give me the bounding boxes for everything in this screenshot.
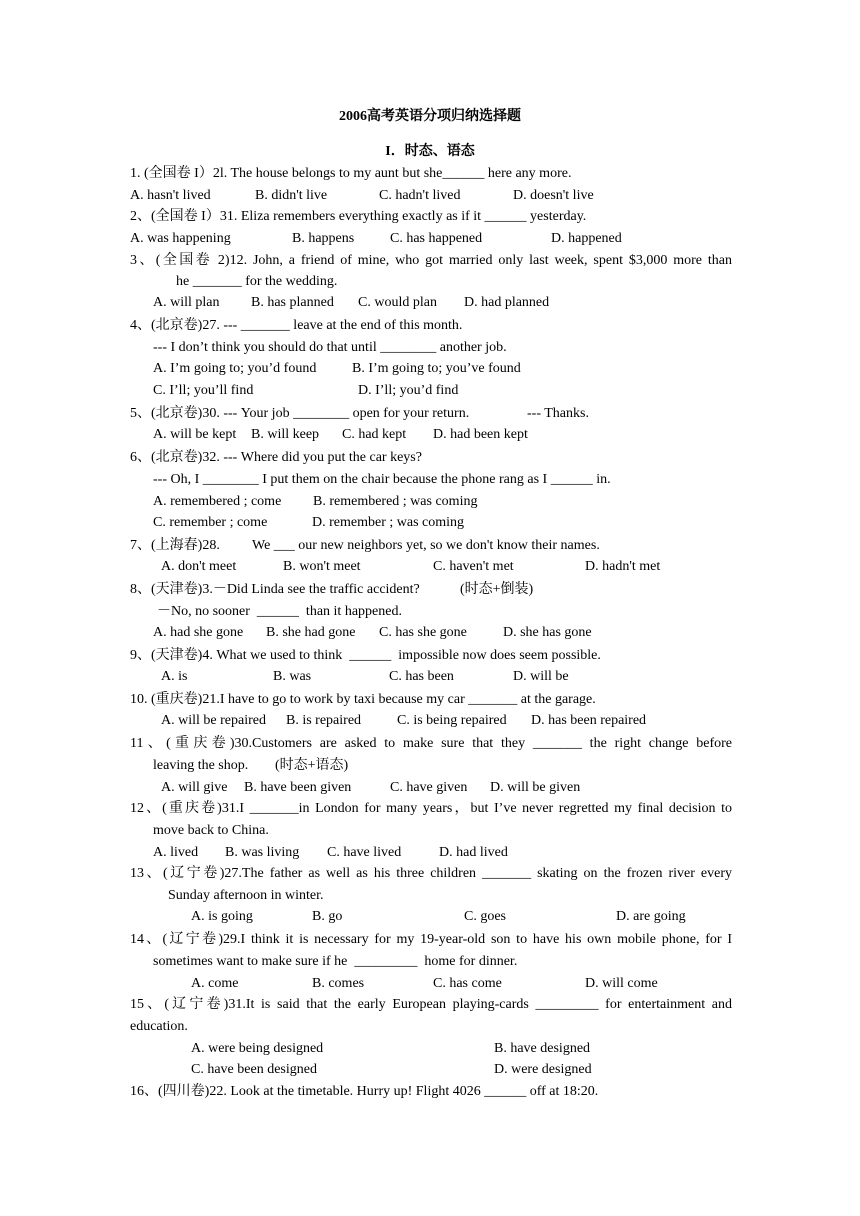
question-2-option-a: A. was happening [130,231,231,246]
question-4-option-a: A. I’m going to; you’d found [153,361,317,376]
question-8-stem-line-2: －No, no sooner ______ than it happened. [157,604,402,619]
question-1-option-d: D. doesn't live [513,188,594,203]
question-5-option-c: C. had kept [342,427,407,442]
question-9-stem: 9、(天津卷)4. What we used to think ______ impossible now does seem possible. [130,648,601,663]
question-3-option-c: C. would plan [358,295,437,310]
question-3-stem-line-1: 3、(全国卷 2)12. John, a friend of mine, who got married only last week, spent $3,000 more than [130,253,732,268]
question-10-stem: 10. (重庆卷)21.I have to go to work by taxi because my car _______ at the garage. [130,692,596,707]
question-5-stem: 5、(北京卷)30. --- Your job ________ open for your return. [130,406,470,421]
question-3-option-a: A. will plan [153,295,220,310]
question-14-option-a: A. come [191,976,239,991]
question-7-number: 7、(上海春)28. [130,538,220,553]
question-12-option-b: B. was living [225,845,300,860]
question-6-option-b: B. remembered ; was coming [313,494,478,509]
question-7-option-d: D. hadn't met [585,559,661,574]
question-6-option-d: D. remember ; was coming [312,515,465,530]
question-7-option-b: B. won't meet [283,559,361,574]
question-15-option-d: D. were designed [494,1062,592,1077]
question-1-option-a: A. hasn't lived [130,188,211,203]
question-8-option-d: D. she has gone [503,625,592,640]
question-8-tag: (时态+倒装) [460,582,534,597]
document-title: 2006高考英语分项归纳选择题 [339,109,521,124]
question-8-option-c: C. has she gone [379,625,467,640]
question-13-option-a: A. is going [191,909,253,924]
question-12-option-c: C. have lived [327,845,402,860]
question-7-option-a: A. don't meet [161,559,237,574]
question-4-option-b: B. I’m going to; you’ve found [352,361,521,376]
question-13-stem-line-1: 13、(辽宁卷)27.The father as well as his three children _______ skating on the frozen river every [130,866,732,881]
question-13-option-b: B. go [312,909,343,924]
question-9-option-c: C. has been [389,669,454,684]
question-6-stem-line-2: --- Oh, I ________ I put them on the chair because the phone rang as I ______ in. [153,472,611,487]
question-12-option-a: A. lived [153,845,199,860]
question-2-option-c: C. has happened [390,231,483,246]
question-10-option-a: A. will be repaired [161,713,266,728]
question-6-option-a: A. remembered ; come [153,494,282,509]
question-16-stem: 16、(四川卷)22. Look at the timetable. Hurry up! Flight 4026 ______ off at 18:20. [130,1084,599,1099]
question-10-option-c: C. is being repaired [397,713,507,728]
question-2-stem: 2、(全国卷 I）31. Eliza remembers everything exactly as if it ______ yesterday. [130,209,587,224]
question-1-option-c: C. hadn't lived [379,188,461,203]
question-6-option-c: C. remember ; come [153,515,268,530]
question-4-stem-line-1: 4、(北京卷)27. --- _______ leave at the end of this month. [130,318,463,333]
question-15-option-b: B. have designed [494,1041,591,1056]
question-2-option-b: B. happens [292,231,355,246]
question-13-option-c: C. goes [464,909,506,924]
question-1-option-b: B. didn't live [255,188,328,203]
question-8-stem-line-1: 8、(天津卷)3.－Did Linda see the traffic accident? [130,582,420,597]
question-6-stem-line-1: 6、(北京卷)32. --- Where did you put the car keys? [130,450,422,465]
question-14-stem-line-1: 14、(辽宁卷)29.I think it is necessary for my 19-year-old son to have his own mobile phone, for I [130,932,732,947]
question-8-option-b: B. she had gone [266,625,356,640]
question-5-option-b: B. will keep [251,427,320,442]
question-14-option-c: C. has come [433,976,502,991]
question-11-stem-line-1: 11、(重庆卷)30.Customers are asked to make sure that they _______ the right change before [130,736,732,751]
question-5-option-a: A. will be kept [153,427,237,442]
question-3-option-d: D. had planned [464,295,550,310]
question-12-option-d: D. had lived [439,845,508,860]
question-11-option-c: C. have given [390,780,468,795]
question-15-option-a: A. were being designed [191,1041,324,1056]
question-9-option-d: D. will be [513,669,569,684]
question-5-option-d: D. had been kept [433,427,528,442]
question-13-stem-line-2: Sunday afternoon in winter. [168,888,324,903]
question-8-option-a: A. had she gone [153,625,244,640]
question-2-option-d: D. happened [551,231,622,246]
question-11-option-d: D. will be given [490,780,581,795]
question-4-stem-line-2: --- I don’t think you should do that until ________ another job. [153,340,507,355]
question-10-option-b: B. is repaired [286,713,362,728]
question-14-option-d: D. will come [585,976,658,991]
section-heading: I．时态、语态 [385,144,475,159]
question-12-stem-line-1: 12、(重庆卷)31.I _______in London for many years，but I’ve never regretted my final decision to [130,801,732,816]
question-11-tag: (时态+语态) [275,758,349,773]
question-4-option-c: C. I’ll; you’ll find [153,383,254,398]
question-7-stem: We ___ our new neighbors yet, so we don't know their names. [252,538,600,553]
question-9-option-a: A. is [161,669,188,684]
question-14-stem-line-2: sometimes want to make sure if he _________ home for dinner. [153,954,518,969]
question-15-stem-line-2: education. [130,1019,188,1034]
question-7-option-c: C. haven't met [433,559,514,574]
question-11-option-b: B. have been given [244,780,352,795]
question-13-option-d: D. are going [616,909,686,924]
question-11-option-a: A. will give [161,780,228,795]
question-3-stem-line-2: he _______ for the wedding. [176,274,338,289]
question-4-option-d: D. I’ll; you’d find [358,383,459,398]
question-5-reply: --- Thanks. [527,406,589,421]
question-9-option-b: B. was [273,669,312,684]
question-10-option-d: D. has been repaired [531,713,647,728]
question-1-stem: 1. (全国卷 I）2l. The house belongs to my aunt but she______ here any more. [130,166,572,181]
question-15-stem-line-1: 15、(辽宁卷)31.It is said that the early European playing-cards _________ for entertainment and [130,997,732,1012]
question-3-option-b: B. has planned [251,295,334,310]
question-12-stem-line-2: move back to China. [153,823,269,838]
question-15-option-c: C. have been designed [191,1062,317,1077]
question-11-stem-line-2: leaving the shop. [153,758,249,773]
question-14-option-b: B. comes [312,976,365,991]
